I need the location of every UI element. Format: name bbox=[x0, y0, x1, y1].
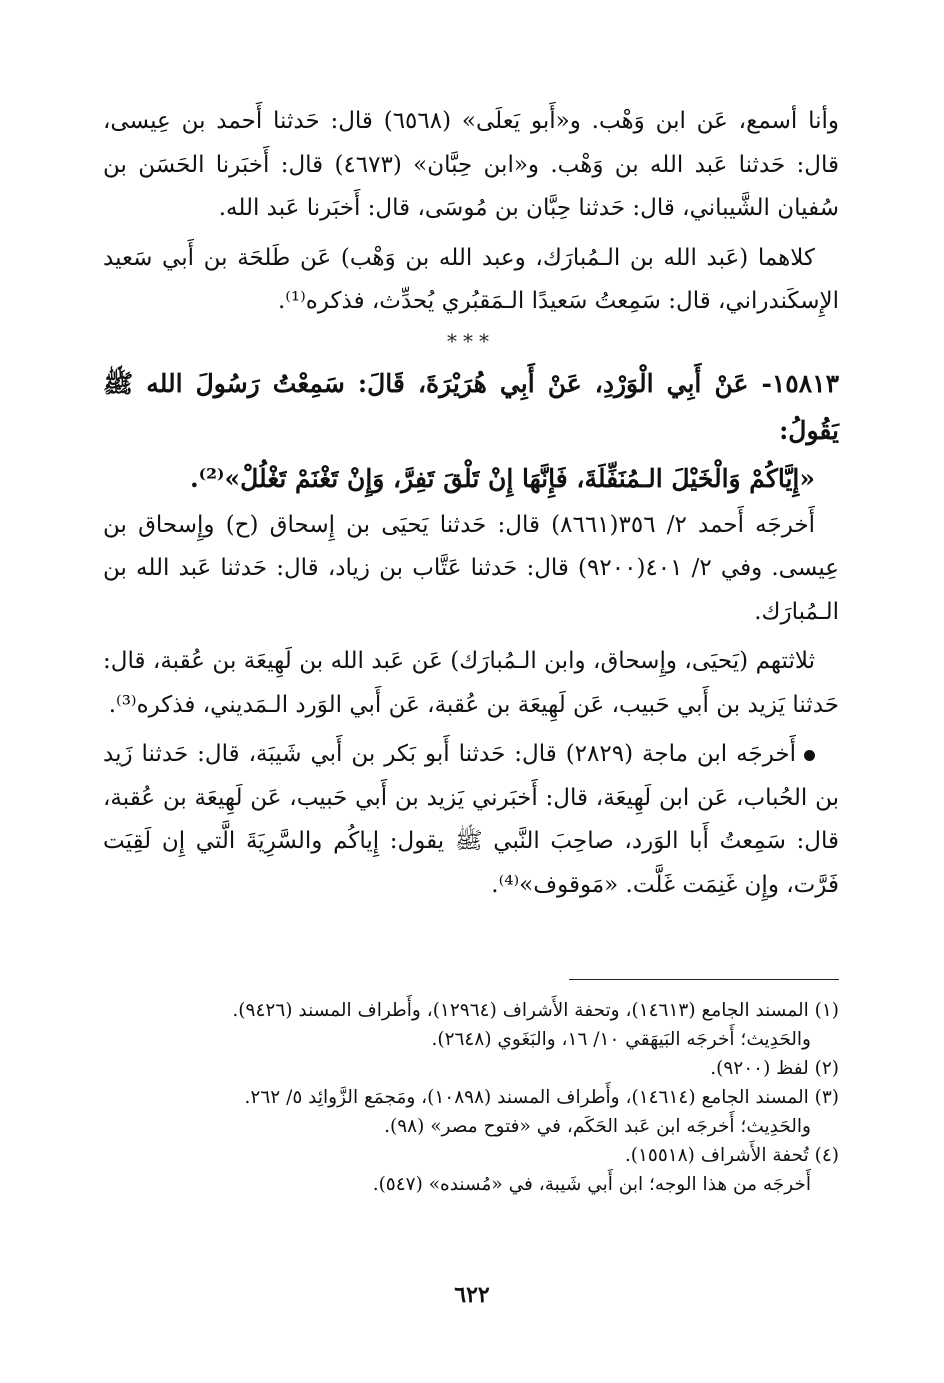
footnote-2: (٢) لفظ (٩٢٠٠). bbox=[710, 1058, 839, 1079]
main-text bbox=[103, 100, 839, 907]
takhrij-ahmad: أَخرجَه أَحمد ٢/ ٣٥٦(٨٦٦١) قال: حَدثنا يَحيَى بن إِسحاق (ح) وإِسحاق بن عِيسى. وفي ٢/ ٤٠١(٩٢٠٠) قال: حَدثنا عَتَّاب بن زياد، قال: حَدثنا عَبد الله بن الـمُبارَك. bbox=[103, 511, 840, 625]
takhrij-ibn-majah-text: أَخرجَه ابن ماجة (٢٨٢٩) قال: حَدثنا أَبو بَكر بن أَبي شَيبَة، قال: حَدثنا زَيد بن الحُباب، عَن ابن لَهِيعَة، قال: أَخبَرني يَزيد بن أَبي حَبيب، عَن لَهِيعَة بن عُقبة، قال: سَمِعتُ أَبا الوَرد، صاحِبَ النَّبي ﷺ يقول: إِياكُم والسَّرِيَةَ الَّتي إِن لَقِيَت فَرَّت، وإِن غَنِمَت غَلَّت. «مَوقوف»⁽⁴⁾. bbox=[103, 741, 839, 898]
takhrij-three-narrators: ثلاثتهم (يَحيَى، وإِسحاق، وابن الـمُبارَك) عَن عَبد الله بن لَهِيعَة بن عُقبة، قال: حَدثنا يَزيد بن أَبي حَبيب، عَن لَهِيعَة بن عُقبة، عَن أَبي الوَرد الـمَديني، فذكره⁽³⁾. bbox=[103, 648, 839, 718]
footnote-divider bbox=[569, 979, 839, 980]
takhrij-ibn-majah bbox=[103, 733, 839, 907]
footnote-3: (٣) المسند الجامع (١٤٦١٤)، وأَطراف المسند (١٠٨٩٨)، ومَجمَع الزَّوائِد ٥/ ٢٦٢. bbox=[244, 1087, 839, 1108]
paragraph-chain-continued: وأنا أسمع، عَن ابن وَهْب. و«أَبو يَعلَى» (٦٥٦٨) قال: حَدثنا أَحمد بن عِيسى، قال: حَدثنا عَبد الله بن وَهْب. و«ابن حِبَّان» (٤٦٧٣) قال: أَخبَرنا الحَسَن بن سُفيان الشَّيباني، قال: حَدثنا حِبَّان بن مُوسَى، قال: أَخبَرنا عَبد الله. bbox=[103, 108, 839, 221]
hadith-matn: «إِيَّاكُمْ وَالْخَيْلَ الـمُنَفِّلَةَ، فَإِنَّهَا إِنْ تَلْقَ تَفِرَّ، وَإِنْ تَغْنَمْ تَغْلُلْ»⁽²⁾. bbox=[189, 463, 815, 493]
bullet-icon bbox=[804, 750, 815, 761]
page-number: ٦٢٢ bbox=[454, 1282, 490, 1308]
hadith-number-and-isnad: ١٥٨١٣- عَنْ أَبِي الْوَرْدِ، عَنْ أَبِي هُرَيْرَةَ، قَالَ: سَمِعْتُ رَسُولَ الله ﷺ يَقُولُ: bbox=[103, 368, 839, 445]
footnotes bbox=[103, 996, 839, 1199]
paragraph-both-narrators: كلاهما (عَبد الله بن الـمُبارَك، وعبد الله بن وَهْب) عَن طَلحَة بن أَبي سَعيد الإِسكَندراني، قال: سَمِعتُ سَعيدًا الـمَقبُري يُحدِّث، فذكره⁽¹⁾. bbox=[103, 244, 839, 314]
footnote-1-continued: والحَدِيث؛ أَخرجَه البَيهَقي ١٠/ ١٦، والبَغَوي (٢٦٤٨). bbox=[431, 1029, 811, 1050]
footnote-4: (٤) تُحفة الأَشراف (١٥٥١٨). bbox=[624, 1145, 839, 1166]
footnote-3-continued: والحَدِيث؛ أَخرجَه ابن عَبد الحَكَم، في «فتوح مصر» (٩٨). bbox=[384, 1116, 811, 1137]
footnote-1: (١) المسند الجامع (١٤٦١٣)، وتحفة الأَشراف (١٢٩٦٤)، وأَطراف المسند (٩٤٢٦). bbox=[232, 1000, 839, 1021]
section-separator: *** bbox=[447, 328, 495, 353]
footnote-4-continued: أَخرجَه من هذا الوجه؛ ابن أَبي شَيبة، في «مُسنده» (٥٤٧). bbox=[372, 1174, 811, 1195]
